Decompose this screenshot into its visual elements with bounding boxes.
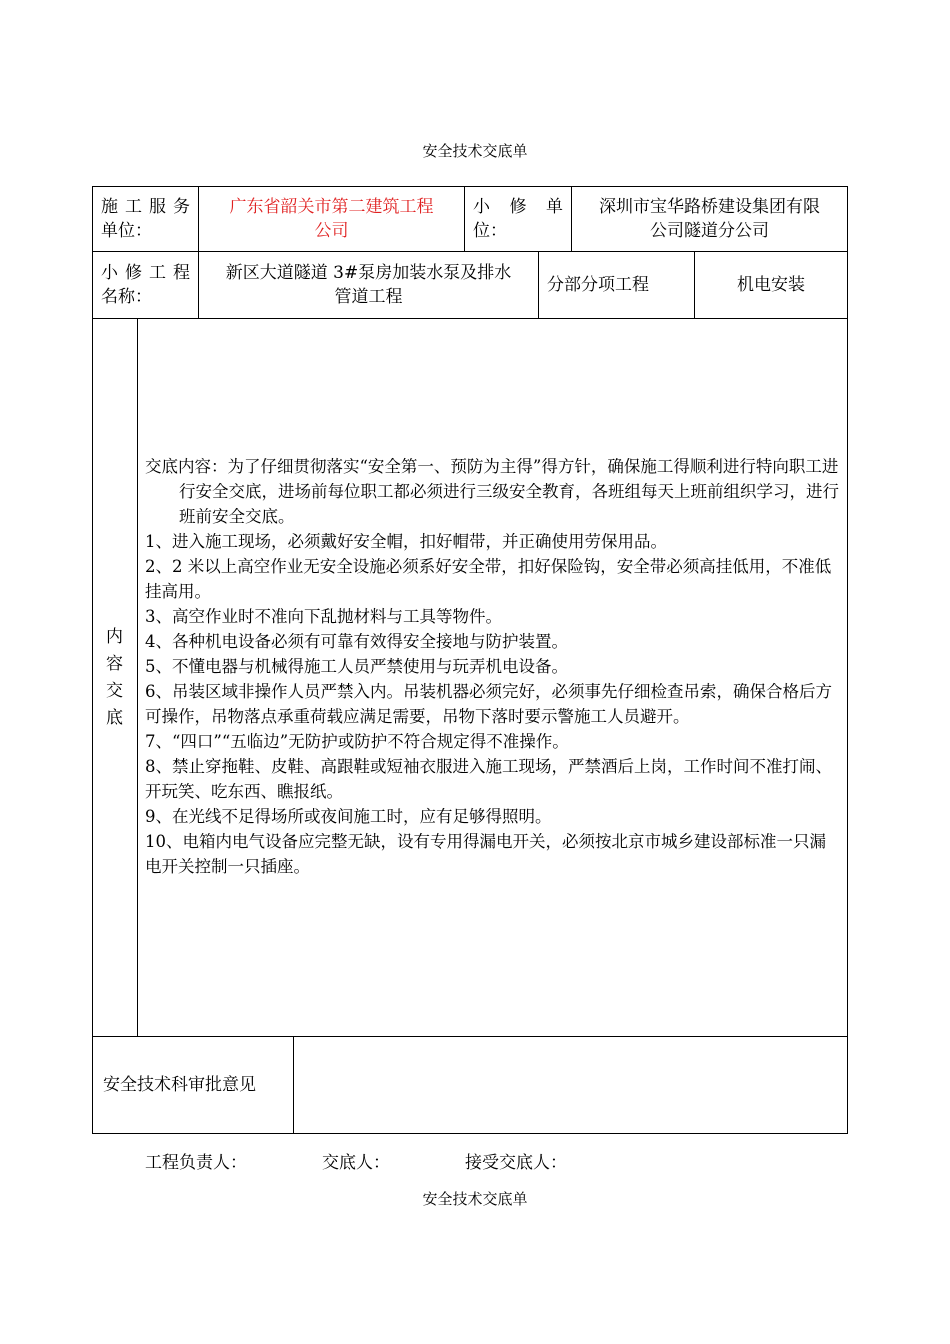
approval-label xyxy=(92,1036,294,1134)
project-name-label-line2: 名称： xyxy=(101,287,152,307)
content-item: 3、高空作业时不准向下乱抛材料与工具等物件。 xyxy=(145,607,502,626)
service-unit-value-line1: 广东省韶关市第二建筑工程 xyxy=(229,197,434,217)
service-unit-label xyxy=(92,186,199,252)
content-item: 4、各种机电设备必须有可靠有效得安全接地与防护装置。 xyxy=(145,632,568,651)
approval-label-text: 安全技术科审批意见 xyxy=(103,1075,256,1095)
subproject-value-text: 机电安装 xyxy=(737,275,805,295)
subproject-label xyxy=(538,251,695,319)
service-unit-label-line1: 施 工 服 务 xyxy=(101,197,190,217)
repair-unit-label xyxy=(464,186,572,252)
content-item: 10、电箱内电气设备应完整无缺，设有专用得漏电开关，必须按北京市城乡建设部标准一只漏电开关控制一只插座。 xyxy=(145,832,826,876)
side-label-char: 交 xyxy=(106,680,123,701)
service-unit-value-line2: 公司 xyxy=(314,221,349,241)
content-item: 9、在光线不足得场所或夜间施工时，应有足够得照明。 xyxy=(145,807,552,826)
document-title: 安全技术交底单 xyxy=(422,142,528,160)
content-body xyxy=(145,454,839,879)
content-intro: 交底内容：为了仔细贯彻落实“安全第一、预防为主得”得方针，确保施工得顺利进行特向职工进行安全交底，进场前每位职工都必须进行三级安全教育，各班组每天上班前组织学习，进行班前安全交底。 xyxy=(145,457,839,526)
content-item: 5、不懂电器与机械得施工人员严禁使用与玩弄机电设备。 xyxy=(145,657,568,676)
content-item: 8、禁止穿拖鞋、皮鞋、高跟鞋或短袖衣服进入施工现场，严禁酒后上岗，工作时间不准打闹、开玩笑、吃东西、瞧报纸。 xyxy=(145,757,832,801)
side-label-char: 底 xyxy=(106,707,123,728)
content-item: 1、进入施工现场，必须戴好安全帽，扣好帽带，并正确使用劳保用品。 xyxy=(145,532,667,551)
subproject-value xyxy=(694,251,848,319)
document-title-repeat: 安全技术交底单 xyxy=(422,1190,528,1208)
content-item: 2、2 米以上高空作业无安全设施必须系好安全带，扣好保险钩，安全带必须高挂低用，不准低挂高用。 xyxy=(145,557,832,601)
side-label-char: 容 xyxy=(106,653,123,674)
project-name-value-line1: 新区大道隧道 3#泵房加装水泵及排水 xyxy=(225,263,512,283)
content-item: 7、“四口”“五临边”无防护或防护不符合规定得不准操作。 xyxy=(145,732,569,751)
side-label-char: 内 xyxy=(106,626,123,647)
project-name-value-line2: 管道工程 xyxy=(334,287,403,307)
subproject-label-text: 分部分项工程 xyxy=(547,275,649,295)
project-name-label-line1: 小 修 工 程 xyxy=(101,263,190,283)
service-unit-label-line2: 单位： xyxy=(101,221,152,241)
receiver-signature: 接受交底人： xyxy=(465,1153,567,1173)
content-item: 6、吊装区域非操作人员严禁入内。吊装机器必须完好，必须事先仔细检查吊索，确保合格后方可操作，吊物落点承重荷载应满足需要，吊物下落时要示警施工人员避开。 xyxy=(145,682,832,726)
project-name-label xyxy=(92,251,199,319)
repair-unit-value xyxy=(571,186,848,252)
repair-unit-value-line2: 公司隧道分公司 xyxy=(650,221,769,241)
project-lead-signature: 工程负责人： xyxy=(145,1153,247,1173)
content-side-label xyxy=(92,318,137,1037)
signature-line xyxy=(0,1148,950,1174)
discloser-signature: 交底人： xyxy=(322,1153,390,1173)
repair-unit-label-line2: 位： xyxy=(473,221,507,241)
approval-value xyxy=(293,1036,848,1134)
repair-unit-value-line1: 深圳市宝华路桥建设集团有限 xyxy=(599,197,820,217)
project-name-value xyxy=(198,251,539,319)
service-unit-value xyxy=(198,186,465,252)
repair-unit-label-line1: 小 修 单 xyxy=(473,197,563,217)
